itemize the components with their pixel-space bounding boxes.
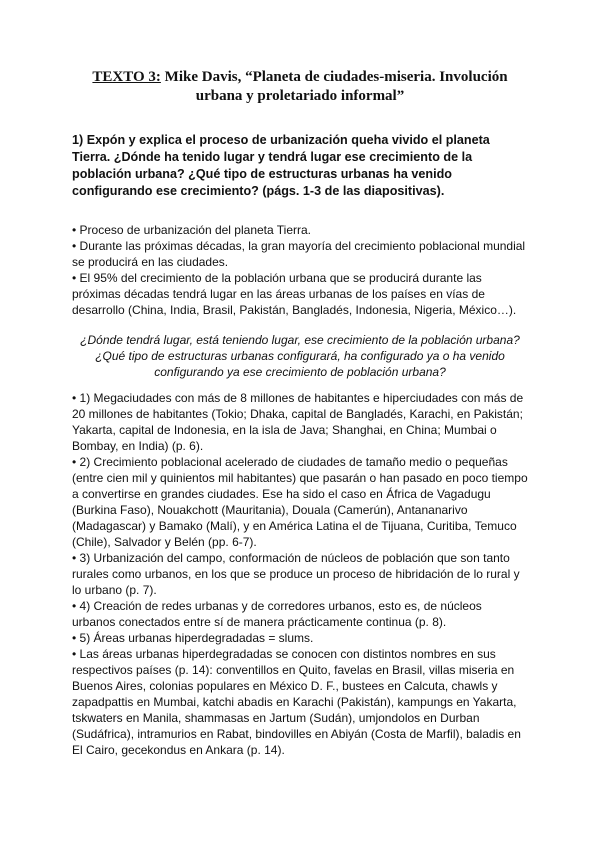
list-bullet: • 2) Crecimiento poblacional acelerado de ciudades de tamaño medio o pequeñas (entre cien mil y quinientos mil habitantes) que pasarán o han pasado en poco tiempo a convertirse en grandes ciudades. Ese ha sido el caso en África de Vagadugu (Burkina Faso), Nouakchott (Mauritania), Douala (Camerún), Antananarivo (Madagascar) y Bamako (Malí), y en América Latina el de Tijuana, Curitiba, Temuco (Chile), Salvador y Belén (pp. 6-7). xyxy=(72,455,528,549)
intro-bullet: • Durante las próximas décadas, la gran mayoría del crecimiento poblacional mundial se producirá en las ciudades. xyxy=(72,239,526,269)
structures-bullet-list xyxy=(72,390,528,758)
list-bullet: • 1) Megaciudades con más de 8 millones de habitantes e hiperciudades con más de 20 millones de habitantes (Tokio; Dhaka, capital de Bangladés, Karachi, en Pakistán; Yakarta, capital de Indonesia, en la isla de Java; Shanghai, en China; Mumbai o Bombay, en India) (p. 6). xyxy=(72,391,524,453)
intro-bullet-list xyxy=(72,222,528,318)
intro-bullet: • El 95% del crecimiento de la población urbana que se producirá durante las próximas décadas tendrá lugar en las áreas urbanas de los países en vías de desarrollo (China, India, Brasil, Pakistán, Bangladés, Indonesia, Nigeria, México…). xyxy=(72,271,517,317)
italic-question: ¿Dónde tendrá lugar, está teniendo lugar, ese crecimiento de la población urbana? ¿Qué tipo de estructuras urbanas configurará, ha configurado ya o ha venido configurando ya ese crecimiento de población urbana? xyxy=(80,333,520,379)
title-label: TEXTO 3: xyxy=(92,69,161,85)
list-bullet: • 4) Creación de redes urbanas y de corredores urbanos, esto es, de núcleos urbanos conectados entre sí de manera prácticamente continua (p. 8). xyxy=(72,599,482,629)
document-title xyxy=(72,68,528,106)
list-bullet: • 5) Áreas urbanas hiperdegradadas = slums. xyxy=(72,631,314,645)
list-bullet: • Las áreas urbanas hiperdegradadas se conocen con distintos nombres en sus respectivos países (p. 14): conventillos en Quito, favelas en Brasil, villas miseria en Buenos Aires, colonias populares en México D. F., bustees en Calcuta, chawls y zapadpattis en Mumbai, katchi abadis en Karachi (Pakistán), kampungs en Yakarta, tskwaters en Manila, shammasas en Jartum (Sudán), umjondolos en Durban (Sudáfrica), intramurios en Rabat, bindovilles en Abiyán (Costa de Marfil), baladis en El Cairo, gecekondus en Ankara (p. 14). xyxy=(72,647,521,757)
list-bullet: • 3) Urbanización del campo, conformación de núcleos de población que son tanto rurales como urbanos, en los que se produce un proceso de hibridación de lo rural y lo urbano (p. 7). xyxy=(72,551,520,597)
intro-bullet: • Proceso de urbanización del planeta Tierra. xyxy=(72,223,312,237)
title-text: Mike Davis, “Planeta de ciudades-miseria. Involución urbana y proletariado informal” xyxy=(160,69,508,104)
question-heading: 1) Expón y explica el proceso de urbanización queha vivido el planeta Tierra. ¿Dónde ha tenido lugar y tendrá lugar ese crecimiento de la población urbana? ¿Qué tipo de estructuras urbanas ha venido configurando ese crecimiento? (págs. 1-3 de las diapositivas). xyxy=(72,133,490,198)
